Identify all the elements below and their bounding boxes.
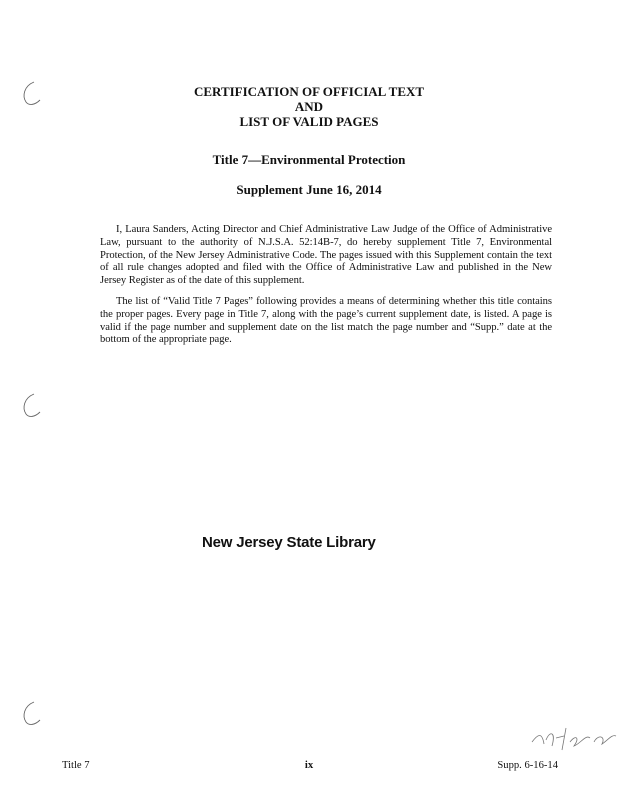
certification-paragraph: [100, 224, 552, 288]
handwritten-mark: [530, 720, 618, 756]
supplement-date-heading: Supplement June 16, 2014: [236, 182, 382, 197]
punch-hole-mark-bottom: [20, 700, 42, 728]
footer-title: Title 7: [62, 760, 90, 771]
certification-heading: [0, 84, 618, 129]
library-stamp: New Jersey State Library: [202, 534, 376, 551]
footer-page-number: ix: [304, 760, 314, 771]
footer-supplement-date: Supp. 6-16-14: [497, 760, 558, 771]
heading-line-3: LIST OF VALID PAGES: [239, 114, 379, 129]
paragraph-text: I, Laura Sanders, Acting Director and Chief Administrative Law Judge of the Office of Administrative Law, pursuant to the authority of N.J.S.A. 52:14B-7, do hereby supplement Title 7, Environmental Protection, of the New Jersey Administrative Code. The pages issued with this Supplement contain the text of all rule changes adopted and filed with the Office of Administrative Law and published in the New Jersey Register as of the date of this supplement.: [100, 224, 552, 287]
punch-hole-mark-middle: [20, 392, 42, 420]
heading-line-2: AND: [294, 99, 324, 114]
valid-pages-paragraph: [100, 296, 552, 347]
heading-line-1: CERTIFICATION OF OFFICIAL TEXT: [193, 84, 425, 99]
paragraph-text: The list of “Valid Title 7 Pages” following provides a means of determining whether this title contains the proper pages. Every page in Title 7, along with the page’s current supplement date, is listed. A page is valid if the page number and supplement date on the list match the page number and “Supp.” date at the bottom of the appropriate page.: [100, 296, 552, 346]
title-subject: Title 7—Environmental Protection: [212, 152, 406, 167]
